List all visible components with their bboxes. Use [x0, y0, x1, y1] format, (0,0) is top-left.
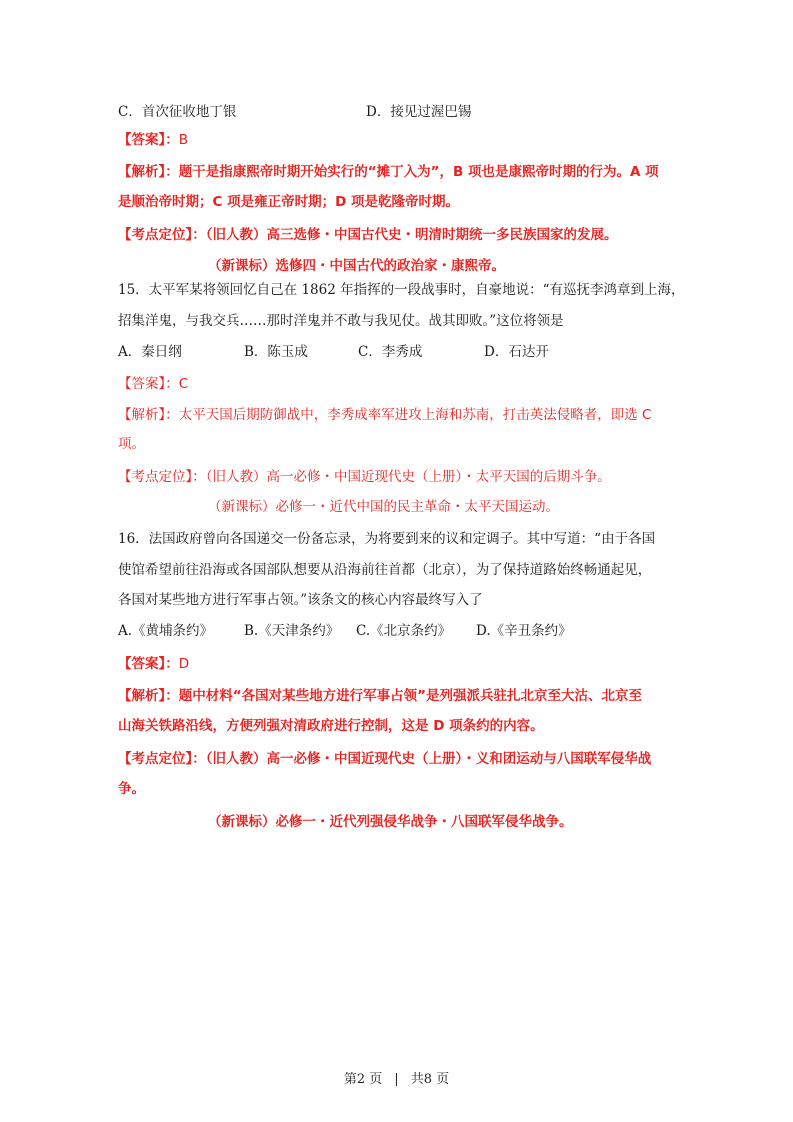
q16-stem-line3: 各国对某些地方进行军事占领。”该条文的核心内容最终写入了 — [118, 592, 483, 608]
q14-option-d: D．接见过渥巴锡 — [366, 104, 472, 120]
q16-option-c: C.《北京条约》 — [356, 623, 452, 639]
q14-kaodian-old — [118, 225, 618, 245]
analysis-text: 题中材料“各国对某些地方进行军事占领”是列强派兵驻扎北京至大沽、北京至 — [178, 688, 642, 704]
q16-option-d: D.《辛丑条约》 — [476, 623, 572, 639]
answer-label: 【答案】： — [118, 132, 179, 148]
analysis-text: 太平天国后期防御战中，李秀成率军进攻上海和苏南，打击英法侵略者，即选 C — [178, 407, 652, 423]
analysis-label: 【解析】： — [118, 407, 179, 423]
q16-option-a: A.《黄埔条约》 — [118, 623, 214, 639]
q16-kaodian-new — [208, 812, 573, 832]
analysis-label: 【解析】： — [118, 688, 179, 704]
q15-kaodian-new — [208, 497, 559, 517]
answer-label: 【答案】： — [118, 376, 179, 392]
q15-answer — [118, 374, 188, 394]
answer-value: D — [178, 656, 190, 672]
q14-option-c: C．首次征收地丁银 — [118, 104, 237, 120]
q16-answer — [118, 654, 189, 674]
analysis-label: 【解析】： — [118, 164, 179, 180]
q15-stem-line1: 15．太平军某将领回忆自己在 1862 年指挥的一段战事时，自豪地说：“有巡抚李鸿章到上海， — [118, 282, 685, 298]
q15-analysis-line2 — [118, 434, 145, 454]
analysis-text: 项。 — [118, 436, 145, 452]
analysis-text: 是顺治帝时期；C 项是雍正帝时期；D 项是乾隆帝时期。 — [118, 194, 460, 210]
q16-stem-line1: 16．法国政府曾向各国递交一份备忘录，为将要到来的议和定调子。其中写道：“由于各国 — [118, 531, 656, 547]
kaodian-text: 争。 — [118, 781, 145, 797]
kaodian-text: （新课标）选修四・中国古代的政治家・康熙帝。 — [208, 258, 505, 274]
q15-option-a: A．秦日纲 — [118, 344, 182, 360]
page-total: 共8 页 — [410, 1072, 450, 1087]
kaodian-text: （旧人教）高三选修・中国古代史・明清时期统一多民族国家的发展。 — [205, 227, 618, 243]
answer-value: B — [178, 132, 189, 148]
q16-kaodian-old-line1 — [118, 749, 651, 769]
q15-option-b: B．陈玉成 — [244, 344, 308, 360]
kaodian-label: 【考点定位】： — [118, 227, 206, 243]
kaodian-text: （新课标）必修一・近代列强侵华战争・八国联军侵华战争。 — [208, 814, 573, 830]
q14-kaodian-new — [208, 256, 505, 276]
q15-analysis-line1 — [118, 405, 651, 425]
kaodian-text: （旧人教）高一必修・中国近现代史（上册）・义和团运动与八国联军侵华战 — [205, 751, 652, 767]
kaodian-label: 【考点定位】： — [118, 469, 206, 485]
q16-analysis-line2 — [118, 716, 544, 736]
q14-analysis-line2 — [118, 192, 459, 212]
analysis-text: 山海关铁路沿线，方便列强对清政府进行控制，这是 D 项条约的内容。 — [118, 718, 544, 734]
q15-stem-line2: 招集洋鬼，与我交兵……那时洋鬼并不敢与我见仗。战其即败。”这位将领是 — [118, 313, 564, 329]
analysis-text: 题干是指康熙帝时期开始实行的“摊丁入为”，B 项也是康熙帝时期的行为。A 项 — [178, 164, 659, 180]
q15-kaodian-old — [118, 467, 611, 487]
q16-kaodian-old-line2 — [118, 779, 145, 799]
page-footer — [0, 1068, 793, 1087]
q14-answer — [118, 130, 188, 150]
page-number: 第2 页 — [343, 1072, 383, 1087]
q15-option-d: D．石达开 — [484, 344, 549, 360]
kaodian-text: （新课标）必修一・近代中国的民主革命・太平天国运动。 — [208, 499, 559, 515]
kaodian-label: 【考点定位】： — [118, 751, 206, 767]
kaodian-text: （旧人教）高一必修・中国近现代史（上册）・太平天国的后期斗争。 — [205, 469, 611, 485]
q14-analysis-line1 — [118, 162, 659, 182]
footer-separator: | — [394, 1072, 399, 1087]
q15-option-c: C．李秀成 — [358, 344, 423, 360]
q16-analysis-line1 — [118, 686, 642, 706]
q16-option-b: B.《天津条约》 — [244, 623, 340, 639]
q16-stem-line2: 使馆希望前往沿海或各国部队想要从沿海前往首都（北京），为了保持道路始终畅通起见， — [118, 562, 652, 578]
answer-value: C — [178, 376, 189, 392]
answer-label: 【答案】： — [118, 656, 179, 672]
